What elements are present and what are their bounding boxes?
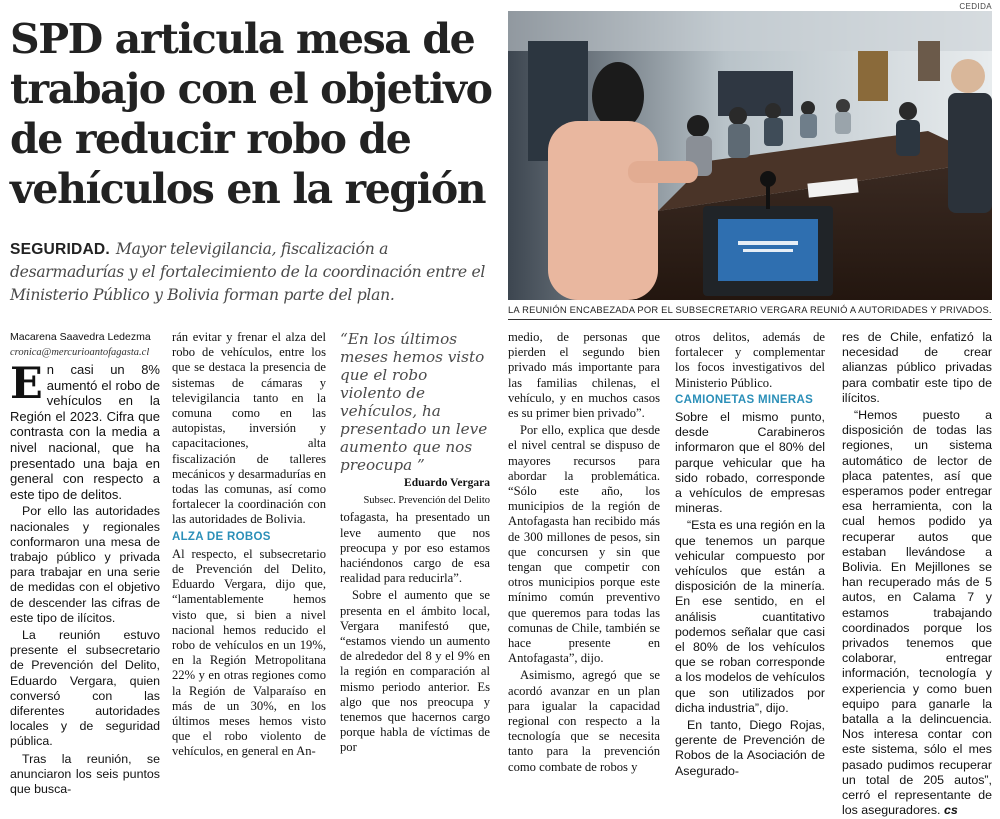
body-paragraph: Por ello las autoridades nacionales y regionales conformaron una mesa de trabajo público y privada para trabajar en una serie de medidas con el objetivo de descender las cifras de este tipo de ilícitos. — [10, 504, 160, 625]
body-paragraph: res de Chile, enfatizó la necesidad de crear alianzas público privadas para combatir este tipo de ilícitos. — [842, 330, 992, 405]
column-3 — [340, 330, 490, 755]
body-paragraph: Tras la reunión, se anunciaron los seis puntos que busca- — [10, 751, 160, 796]
byline-email[interactable]: cronica@mercurioantofagasta.cl — [10, 347, 150, 358]
photo-credit: CEDIDA — [959, 2, 992, 11]
body-paragraph: otros delitos, además de fortalecer y complementar los focos investigativos del Ministerio Público. — [675, 330, 825, 390]
column-5 — [675, 330, 825, 778]
column-6 — [842, 330, 992, 818]
subhead-alza-de-robos: ALZA DE ROBOS — [172, 530, 271, 543]
subhead-camionetas-mineras: CAMIONETAS MINERAS — [675, 393, 814, 406]
end-mark-icon: cs — [943, 803, 958, 818]
deck-text: Mayor televigilancia, fiscalización a desarmadurías y el fortalecimiento de la coordinación entre el Ministerio Público y Bolivia forman parte del plan. — [10, 240, 486, 304]
body-paragraph: medio, de personas que pierden el segundo bien privado más importante para las familias chilenas, el vehículo, y en muchos casos es su primer bien privado”. — [508, 330, 660, 421]
body-paragraph: “Hemos puesto a disposición de todas las regiones, un sistema automático de lector de placa patentes, así que esperamos poder entregar esa herramienta, con la cual hemos podido ya recuperar autos que estaban llevándose a Bolivia. En Mejillones se han recuperado más de 5 autos, en Calama 7 y estamos trabajando coordinados porque los privados tenemos que colaborar, entregar información, tecnología y experiencia y como buen equipo para ganarle la batalla a la delincuencia. Nos interesa contar con este sistema, sólo el mes pasado pudimos recuperar un total de 205 autos”, cerró el representante de los aseguradores. cs — [842, 408, 992, 818]
deck-kicker: SEGURIDAD. — [10, 241, 110, 258]
body-paragraph: En tanto, Diego Rojas, gerente de Prevención de Robos de la Asociación de Asegurado- — [675, 718, 825, 778]
headline: SPD articula mesa de trabajo con el objetivo de reducir robo de vehículos en la región — [10, 15, 492, 213]
byline-name: Macarena Saavedra Ledezma — [10, 331, 151, 343]
body-paragraph: Sobre el mismo punto, desde Carabineros informaron que el 80% del parque vehicular que ha sido robado, corresponde a vehículos de empresas mineras. — [675, 410, 825, 516]
column-1 — [10, 330, 160, 796]
body-paragraph: La reunión estuvo presente el subsecretario de Prevención del Delito, Eduardo Vergara, quien conversó con las diferentes autoridades locales y de seguridad pública. — [10, 627, 160, 749]
body-paragraph: Asimismo, agregó que se acordó avanzar en un plan para igualar la capacidad regional con respecto a la tecnología que se necesita tanto para la prevención como combate de robos y — [508, 668, 660, 774]
meeting-photo-illustration — [508, 11, 992, 300]
body-paragraph: rán evitar y frenar el alza del robo de vehículos, entre los que se destaca la presencia de sistemas de cámaras y televigilancia tanto en la comuna como en las autopistas, inversión y capacitaciones, alta fiscalización de talleres mecánicos y desarmadurías en todas las comunas, así como fortalecer la coordinación con las autoridades de Bolivia. — [172, 330, 326, 527]
column-2 — [172, 330, 326, 759]
pull-quote-role: Subsec. Prevención del Delito — [363, 495, 490, 507]
lede-paragraph: En casi un 8% aumentó el robo de vehículos en la Región el 2023. Cifra que contrasta con la media a nivel nacional, que ha presentado una baja en general con respecto a este tipo de delitos. — [10, 359, 160, 502]
photo-caption: LA REUNIÓN ENCABEZADA POR EL SUBSECRETARIO VERGARA REUNIÓ A AUTORIDADES Y PRIVADOS. — [508, 304, 992, 315]
column-4 — [508, 330, 660, 774]
pull-quote-name: Eduardo Vergara — [404, 477, 490, 489]
caption-rule — [508, 319, 992, 320]
pull-quote: “En los últimos meses hemos visto que el robo violento de vehículos, ha presentado un leve aumento que nos preocupa ” — [340, 330, 488, 474]
body-paragraph: tofagasta, ha presentado un leve aumento que nos preocupa y por eso estamos haciéndonos cargo de esa realidad para reducirla”. — [340, 510, 490, 586]
drop-cap: E — [10, 359, 43, 409]
deck — [10, 238, 500, 307]
body-paragraph: Sobre el aumento que se presenta en el ámbito local, Vergara manifestó que, “estamos viendo un aumento de alrededor del 8 y el 9% en la región en comparación al mismo periodo anterior. Es algo que nos preocupa y tenemos que hacernos cargo porque habla de víctimas de por — [340, 588, 490, 755]
body-paragraph: “Esta es una región en la que tenemos un parque vehicular compuesto por vehículos que están a disposición de la minería. En ese sentido, en el análisis cuantitativo podemos señalar que casi el 80% de los vehículos que se roban corresponde a los modelos de vehículos que son utilizados por dicha industria”, dijo. — [675, 518, 825, 715]
body-paragraph: Por ello, explica que desde el nivel central se dispuso de mayores recursos para abordar la problemática. “Sólo este año, los municipios de la región de Antofagasta han recibido más de 300 millones de pesos, sin que concursen y sin que tengan que competir con otros municipios porque este mínimo común preventivo que queremos para todas las comunas de Chile, también se hace presente en Antofagasta”, dijo. — [508, 423, 660, 666]
meeting-photo — [508, 11, 992, 300]
body-paragraph: Al respecto, el subsecretario de Prevención del Delito, Eduardo Vergara, dijo que, “lamentablemente hemos visto que, si bien a nivel nacional hemos reducido el robo de vehículos en un 19%, en la Región Metropolitana 22% y en otras regiones como la Región de Valparaíso en más de un 30%, en los últimos meses hemos visto que el robo violento de vehículos, en general en An- — [172, 546, 326, 759]
